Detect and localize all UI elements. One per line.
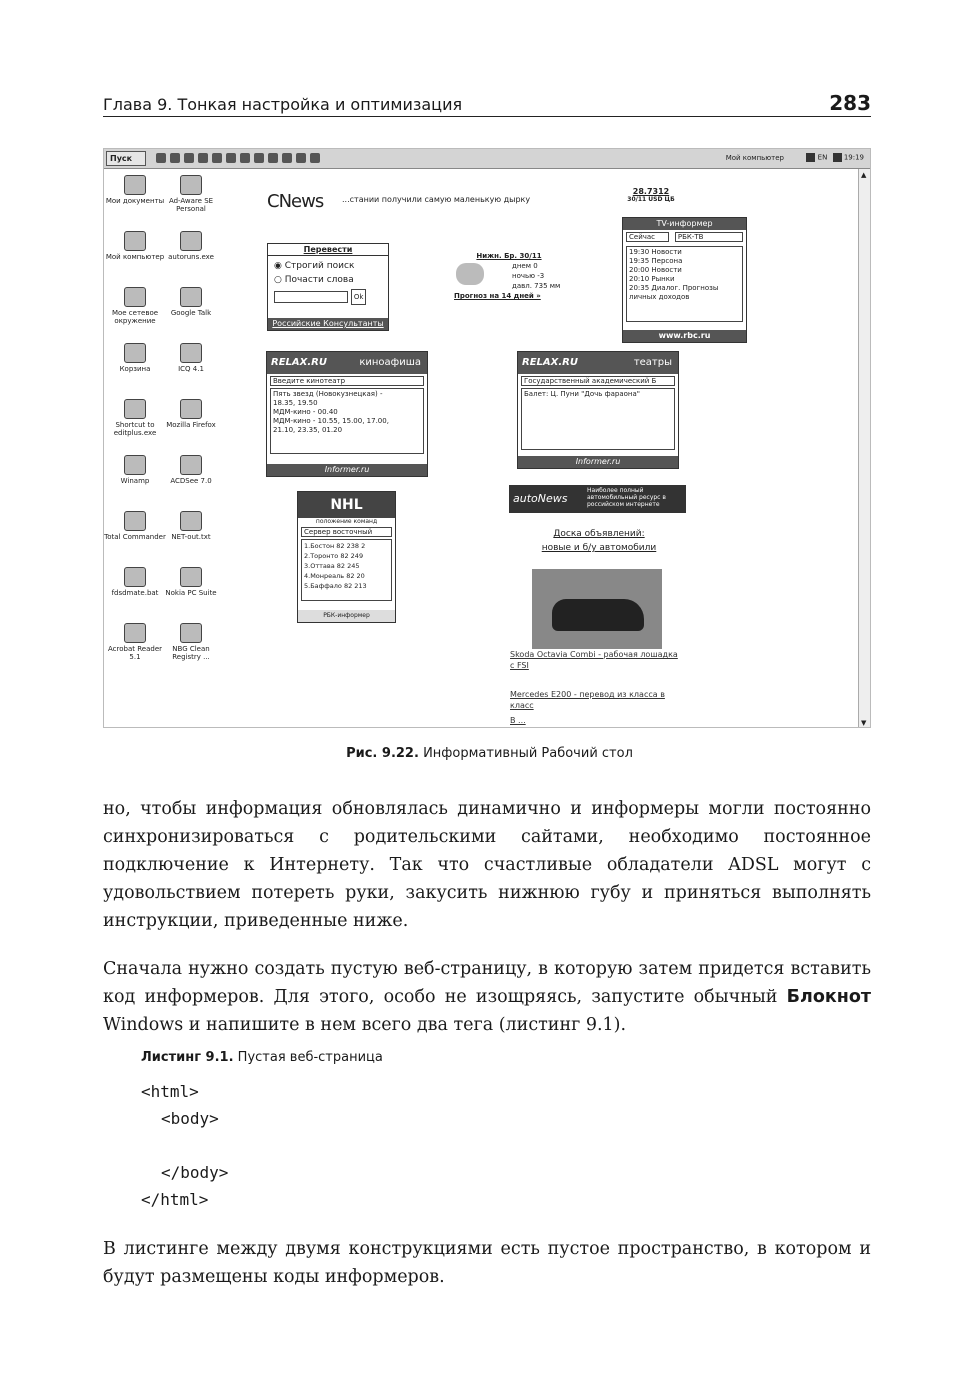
page-number: 283	[829, 91, 871, 115]
figure-caption	[0, 746, 979, 761]
app-icon	[180, 231, 202, 251]
text-file-icon	[180, 511, 202, 531]
list-item[interactable]: Пять звезд (Новокузнецкая) -	[273, 390, 383, 398]
tv-footer[interactable]: www.rbc.ru	[623, 330, 746, 342]
list-item[interactable]: 21.10, 23.35, 01.20	[273, 426, 343, 434]
ads-title-line1: Доска объявлений:	[553, 529, 645, 539]
currency-widget	[621, 187, 681, 203]
paragraph-2-start: Сначала нужно создать пустую веб-страницу, в которую затем придется вставить код информеров. Для этого, особо не изощряясь, запустите обычный	[103, 959, 871, 1007]
desktop-icon-label: Мое сетевое окружение	[111, 309, 159, 325]
desktop-icon[interactable]	[104, 343, 166, 373]
list-item[interactable]: 20:35 Диалог. Прогнозы	[629, 284, 719, 292]
cnews-headline[interactable]: ...стании получили самую маленькую дырку	[342, 195, 531, 204]
movie-footer[interactable]: Informer.ru	[267, 464, 427, 476]
desktop-icon-label: autoruns.exe	[168, 253, 214, 261]
nhl-informer	[297, 491, 396, 623]
shortcut-icon	[124, 399, 146, 419]
quicklaunch-icon[interactable]	[282, 153, 292, 163]
quicklaunch-icon[interactable]	[226, 153, 236, 163]
nhl-title: положение команд	[315, 518, 378, 525]
theatre-footer[interactable]: Informer.ru	[518, 456, 678, 468]
tv-informer	[622, 217, 747, 343]
desktop-icon[interactable]	[104, 399, 166, 437]
strict-search-radio[interactable]: ◉ Строгий поиск	[274, 261, 355, 271]
ads-title-line2: новые и б/у автомобили	[541, 543, 657, 553]
caption-label: Рис. 9.22.	[346, 746, 419, 761]
weather-widget	[454, 251, 564, 301]
list-item[interactable]: 20:00 Новости	[629, 266, 682, 274]
forecast-link[interactable]: Прогноз на 14 дней »	[454, 292, 541, 300]
computer-icon	[124, 231, 146, 251]
nhl-footer[interactable]: РБК-информер	[298, 610, 395, 622]
code-line: </body>	[161, 1163, 229, 1182]
list-item[interactable]: 4.Монреаль 82 20	[304, 572, 365, 580]
list-item[interactable]: 19:30 Новости	[629, 248, 682, 256]
list-item[interactable]: Балет: Ц. Пуни "Дочь фараона"	[524, 390, 641, 398]
app-icon	[180, 567, 202, 587]
list-item[interactable]: 2.Торонто 82 249	[304, 552, 364, 560]
trash-icon	[124, 343, 146, 363]
theatre-schedule-list[interactable]	[521, 388, 675, 450]
tv-title: TV-информер	[623, 218, 746, 230]
strict-search-label: Строгий поиск	[284, 261, 355, 271]
cloud-icon	[456, 263, 484, 285]
scrollbar[interactable]	[858, 169, 870, 728]
desktop-icon-label: Acrobat Reader 5.1	[108, 645, 162, 661]
list-item[interactable]: 5.Баффало 82 213	[304, 582, 367, 590]
desktop-icon-label: Nokia PC Suite	[165, 589, 217, 597]
desktop-icon-label: NET-out.txt	[171, 533, 211, 541]
list-item[interactable]: МДМ-кино - 10.55, 15.00, 17.00,	[273, 417, 389, 425]
code-line: <html>	[141, 1082, 199, 1101]
desktop-icon[interactable]	[160, 623, 222, 661]
weather-day: днем 0	[512, 262, 538, 270]
desktop-icon-label: Корзина	[119, 365, 151, 373]
desktop-icon-label: Total Commander	[104, 533, 166, 541]
desktop-icon-label: Мой компьютер	[105, 253, 165, 261]
app-icon	[180, 455, 202, 475]
start-label: Пуск	[110, 154, 133, 163]
autonews-text: Наиболее полный автомобильный ресурс в российском интернете	[587, 487, 666, 508]
talk-icon	[180, 287, 202, 307]
quicklaunch-icon[interactable]	[268, 153, 278, 163]
start-button[interactable]	[106, 151, 146, 166]
relax-logo[interactable]: RELAX.RU	[271, 357, 327, 368]
desktop-icon-label: Shortcut to editplus.exe	[113, 421, 157, 437]
desktop-icon[interactable]	[160, 567, 222, 597]
paragraph-1: но, чтобы информация обновлялась динамично и информеры могли постоянно синхронизироваться с родительскими сайтами, необходимо постоянное подключение к Интернету. Так что счастливые обладатели ADSL могут с удовольствием потереть руки, закусить нижнюю губу и приняться выполнять инструкции, приведенные ниже.	[103, 799, 871, 931]
tray-icon[interactable]	[806, 153, 815, 162]
search-input[interactable]	[274, 291, 348, 303]
quicklaunch-icon[interactable]	[240, 153, 250, 163]
list-item[interactable]: 3.Оттава 82 245	[304, 562, 360, 570]
code-line: <body>	[161, 1109, 219, 1128]
search-footer[interactable]: Российские Консультанты	[268, 318, 388, 330]
icq-icon	[180, 343, 202, 363]
desktop-icon[interactable]	[160, 343, 222, 373]
desktop-icon[interactable]	[160, 231, 222, 261]
desktop-icon[interactable]	[104, 567, 166, 597]
theatre-title: театры	[633, 357, 672, 368]
tv-channel-select[interactable]: РБК-ТВ	[675, 232, 743, 242]
bat-icon	[124, 567, 146, 587]
list-item[interactable]: 18.35, 19.50	[273, 399, 318, 407]
quicklaunch-icon[interactable]	[184, 153, 194, 163]
desktop-icon-label: Ad-Aware SE Personal	[168, 197, 214, 213]
list-item[interactable]: 19:35 Персона	[629, 257, 683, 265]
desktop-icon[interactable]	[104, 175, 166, 205]
language-indicator[interactable]: EN	[817, 153, 828, 162]
nhl-standings-list[interactable]	[301, 539, 392, 601]
ok-button[interactable]: Ok	[351, 289, 367, 305]
partial-search-label: Почасти слова	[284, 275, 354, 285]
car-photo[interactable]	[532, 569, 662, 649]
app-icon	[180, 623, 202, 643]
chapter-title: Глава 9. Тонкая настройка и оптимизация	[103, 95, 463, 114]
list-item[interactable]: личных доходов	[629, 293, 690, 301]
cinema-select[interactable]: Введите кинотеатр	[270, 376, 424, 386]
movie-title: киноафиша	[359, 357, 421, 368]
desktop-icon-label: fdsdmate.bat	[111, 589, 159, 597]
cnews-logo[interactable]: CNews	[267, 191, 324, 212]
browser-icon	[180, 399, 202, 419]
desktop-icon[interactable]	[104, 455, 166, 485]
quicklaunch-icon[interactable]	[198, 153, 208, 163]
running-head	[103, 93, 871, 117]
desktop-icon[interactable]	[160, 399, 222, 429]
app-icon	[180, 175, 202, 195]
desktop-icon[interactable]	[160, 287, 222, 317]
list-item[interactable]: МДМ-кино - 00.40	[273, 408, 338, 416]
desktop-icon[interactable]	[160, 175, 222, 213]
ads-title[interactable]	[519, 527, 679, 555]
code-line: </html>	[141, 1190, 209, 1209]
movie-informer	[266, 351, 428, 477]
clock: 19:19	[843, 153, 864, 162]
quicklaunch-icon[interactable]	[156, 153, 166, 163]
ad-link-skoda[interactable]: Skoda Octavia Combi - рабочая лошадка с FSI	[510, 650, 678, 670]
desktop-icon[interactable]	[104, 231, 166, 261]
movie-schedule-list[interactable]	[270, 388, 424, 454]
quicklaunch-icon[interactable]	[296, 153, 306, 163]
currency-value[interactable]: 28.7312	[632, 187, 670, 196]
desktop-icon[interactable]	[104, 511, 166, 541]
taskbar	[104, 149, 870, 169]
network-icon	[124, 287, 146, 307]
desktop-icon-label: Google Talk	[170, 309, 212, 317]
weather-city[interactable]: Нижн. Бр. 30/11	[476, 252, 542, 260]
desktop-screenshot	[103, 148, 871, 728]
desktop-icon-label: Мои документы	[105, 197, 165, 205]
desktop-icon[interactable]	[104, 287, 166, 325]
theatre-informer	[517, 351, 679, 469]
tray-label[interactable]: Мой компьютер	[725, 154, 784, 162]
search-title: Перевести	[268, 244, 388, 256]
caption-text: Информативный Рабочий стол	[423, 746, 633, 761]
listing-caption: Пустая веб-страница	[237, 1050, 383, 1065]
relax-logo[interactable]: RELAX.RU	[522, 357, 578, 368]
ad-link-more[interactable]: В ...	[510, 716, 526, 725]
listing-label: Листинг 9.1.	[141, 1050, 234, 1065]
search-widget	[267, 243, 389, 331]
listing-title	[141, 1050, 383, 1065]
system-tray	[803, 153, 864, 162]
paragraph-2	[103, 955, 871, 1039]
quicklaunch-icon[interactable]	[310, 153, 320, 163]
list-item[interactable]: 20:10 Рынки	[629, 275, 675, 283]
partial-search-radio[interactable]: ○ Почасти слова	[274, 275, 354, 285]
disk-icon	[124, 511, 146, 531]
nhl-logo[interactable]: NHL	[298, 492, 395, 518]
quicklaunch-icon[interactable]	[254, 153, 264, 163]
tv-schedule-list[interactable]	[626, 246, 743, 322]
theatre-select[interactable]: Государственный академический Б	[521, 376, 675, 386]
scroll-up-icon[interactable]: ▲	[861, 171, 867, 179]
list-item[interactable]: 1.Бостон 82 238 2	[304, 542, 366, 550]
desktop-icon-label: ICQ 4.1	[178, 365, 204, 373]
winamp-icon	[124, 455, 146, 475]
weather-pressure: давл. 735 мм	[512, 282, 561, 290]
pdf-icon	[124, 623, 146, 643]
ad-link-mercedes[interactable]: Mercedes E200 - перевод из класса в класс	[510, 690, 665, 710]
paragraph-3: В листинге между двумя конструкциями есть пустое пространство, в котором и будут размещены коды информеров.	[103, 1239, 871, 1287]
notepad-term: Блокнот	[786, 987, 871, 1007]
tv-time-select[interactable]: Сейчас	[626, 232, 669, 242]
desktop-icon-label: Mozilla Firefox	[166, 421, 216, 429]
desktop-icon[interactable]	[160, 455, 222, 485]
desktop-icon-label: ACDSee 7.0	[170, 477, 212, 485]
quicklaunch-icon[interactable]	[212, 153, 222, 163]
nhl-conference-select[interactable]: Сервер восточный	[301, 527, 392, 537]
autonews-banner[interactable]	[509, 485, 686, 513]
weather-night: ночью -3	[512, 272, 545, 280]
paragraph-2-end: Windows и напишите в нем всего два тега (листинг 9.1).	[103, 1015, 627, 1035]
folder-icon	[124, 175, 146, 195]
scroll-down-icon[interactable]: ▼	[861, 719, 867, 727]
desktop-icon[interactable]	[104, 623, 166, 661]
quicklaunch-icon[interactable]	[170, 153, 180, 163]
desktop-icon-label: Winamp	[120, 477, 150, 485]
tray-icon[interactable]	[833, 153, 842, 162]
currency-label: 30/11 USD ЦБ	[627, 196, 675, 203]
desktop-icon[interactable]	[160, 511, 222, 541]
desktop-icon-label: NBG Clean Registry ...	[172, 645, 210, 661]
car-body-shape	[552, 599, 644, 631]
autonews-logo: autoNews	[513, 492, 568, 505]
